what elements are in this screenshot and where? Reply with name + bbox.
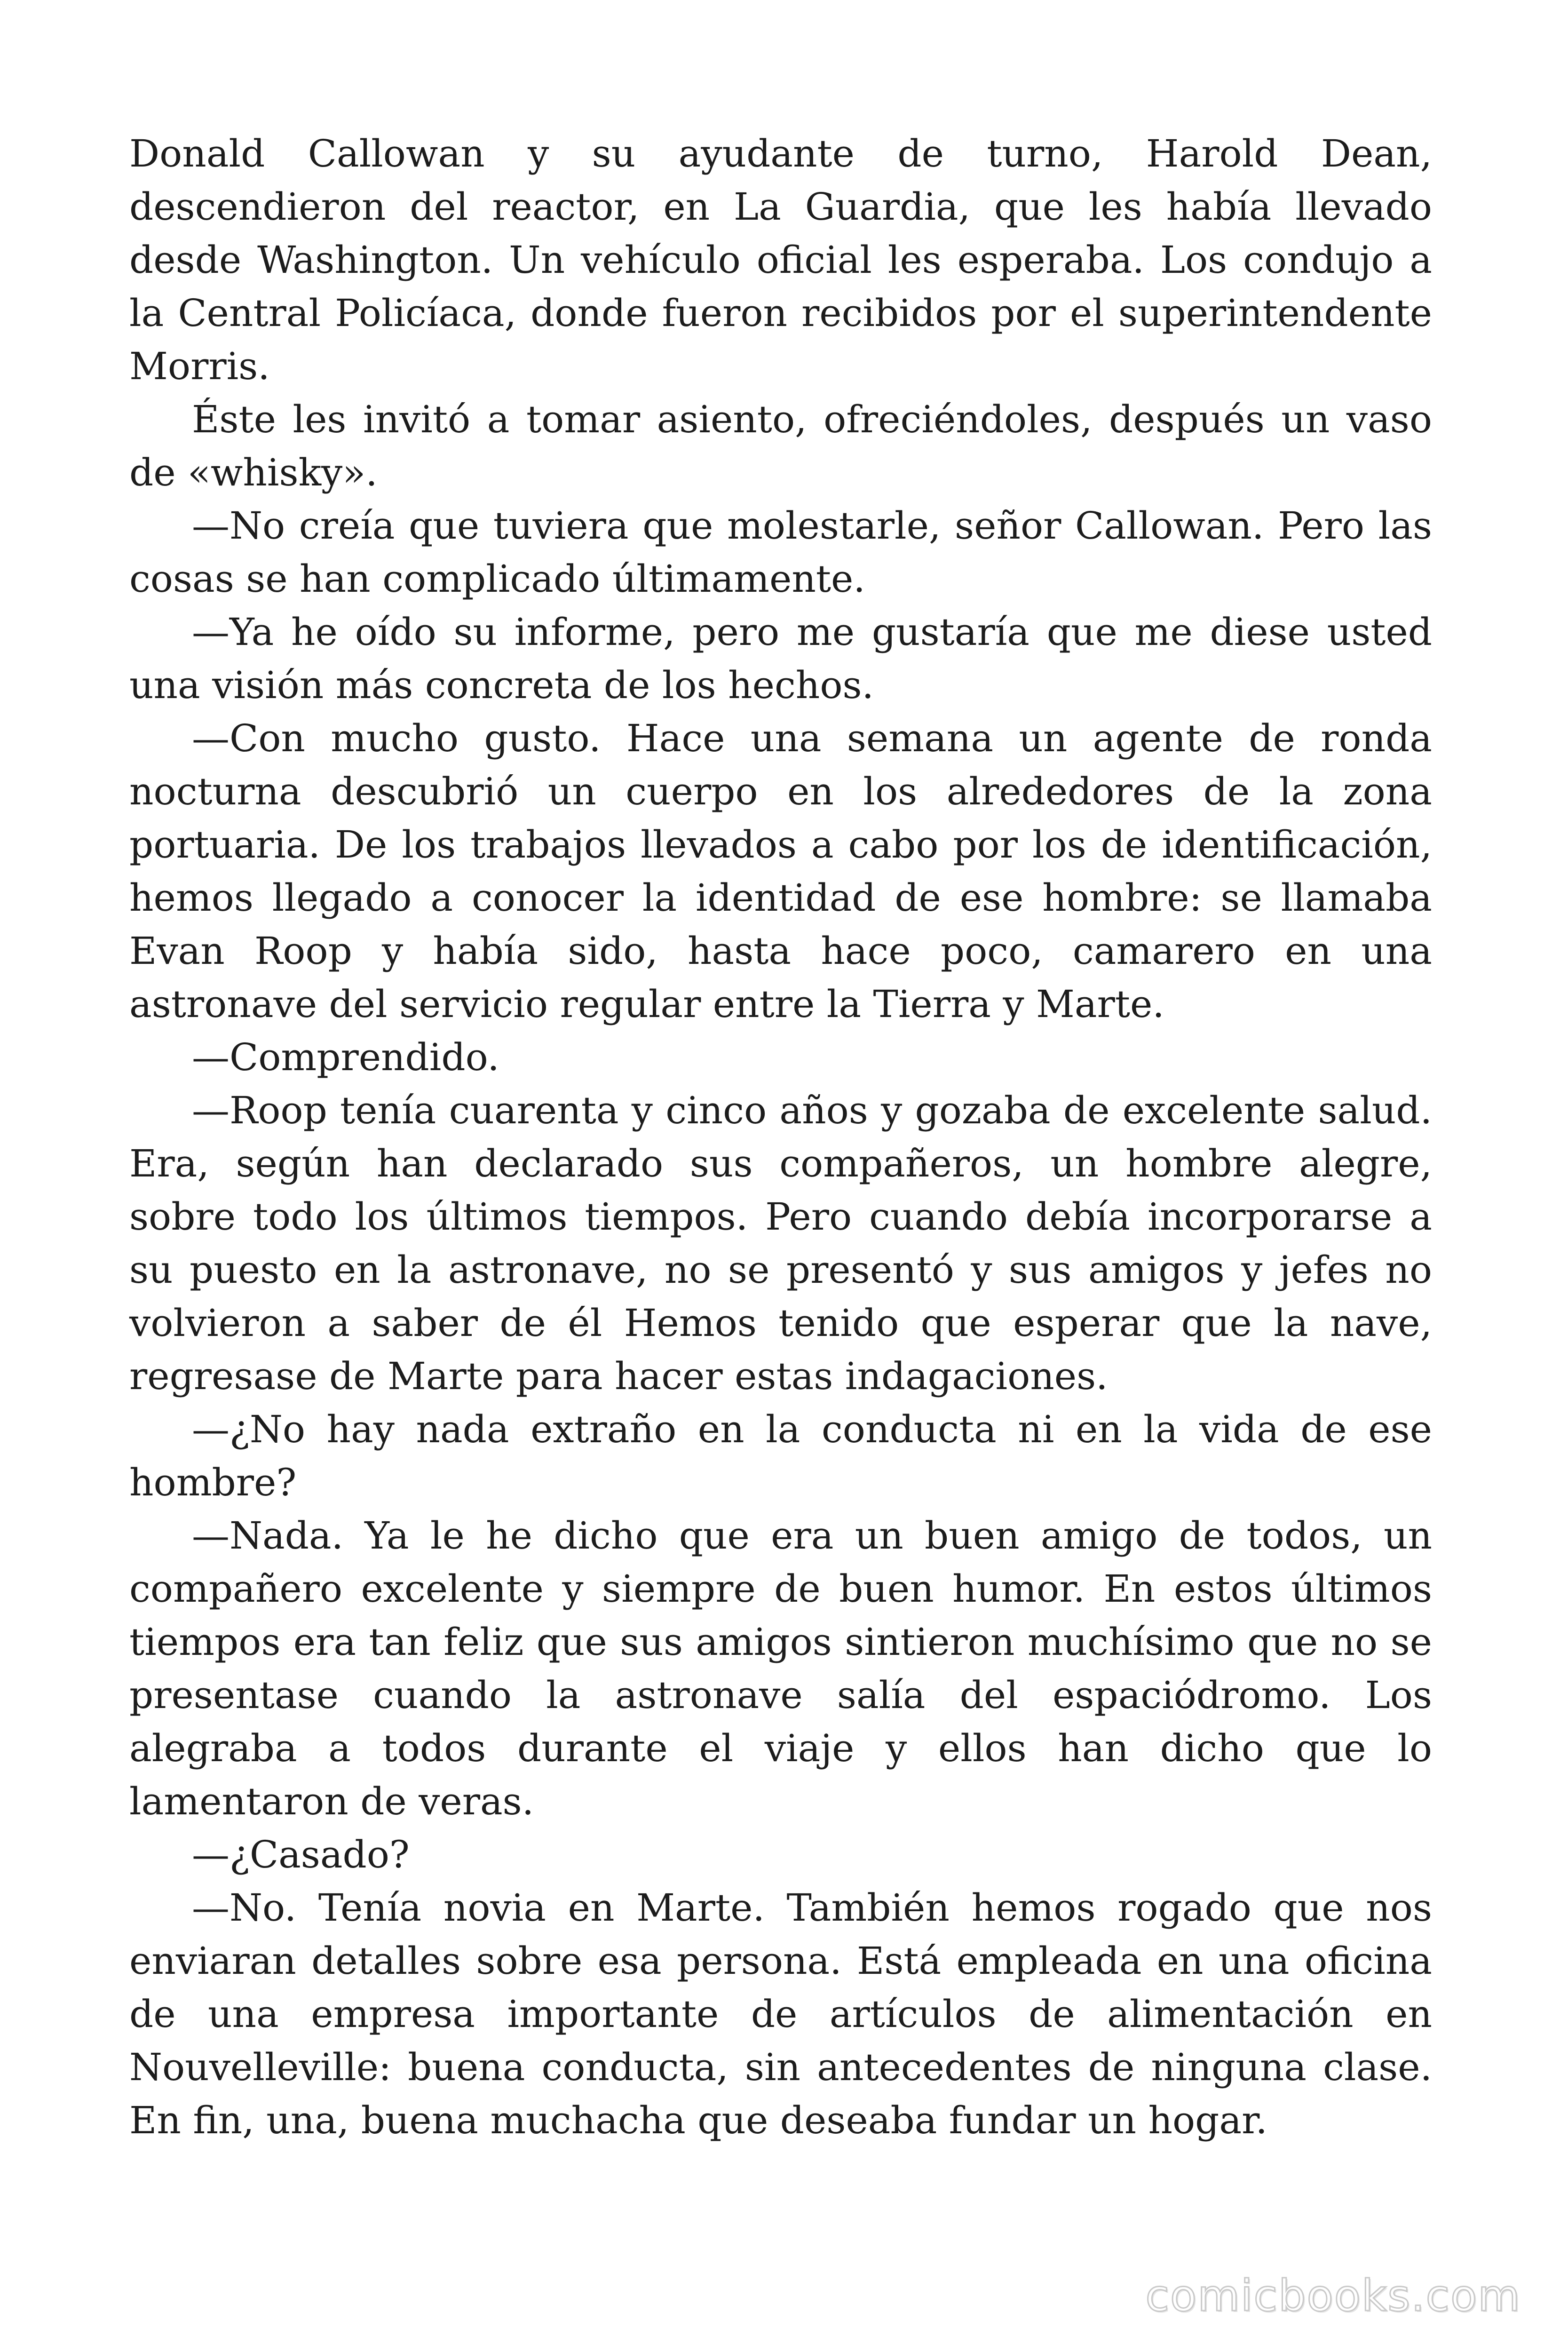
- paragraph: —Roop tenía cuarenta y cinco años y gozaba de excelente salud. Era, según han declarado sus compañeros, un hombre alegre, sobre todo los últimos tiempos. Pero cuando debía incorporarse a su puesto en la astronave, no se presentó y sus amigos y jefes no volvieron a saber de él Hemos tenido que esperar que la nave, regresase de Marte para hacer estas indagaciones.: [129, 1089, 1432, 1398]
- paragraph: —¿Casado?: [192, 1833, 410, 1876]
- paragraph: —No. Tenía novia en Marte. También hemos rogado que nos enviaran detalles sobre esa persona. Está empleada en una oficina de una empresa importante de artículos de alimentación en Nouvelleville: buena conducta, sin antecedentes de ninguna clase. En fin, una, buena muchacha que deseaba fundar un hogar.: [129, 1886, 1432, 2142]
- watermark: comicbooks.com: [1145, 2271, 1521, 2321]
- paragraph: —¿No hay nada extraño en la conducta ni en la vida de ese hombre?: [129, 1407, 1432, 1504]
- paragraph: —Con mucho gusto. Hace una semana un agente de ronda nocturna descubrió un cuerpo en los alrededores de la zona portuaria. De los trabajos llevados a cabo por los de identificación, hemos llegado a conocer la identidad de ese hombre: se llamaba Evan Roop y había sido, hasta hace poco, camarero en una astronave del servicio regular entre la Tierra y Marte.: [129, 716, 1432, 1026]
- paragraph: —No creía que tuviera que molestarle, señor Callowan. Pero las cosas se han complicado últimamente.: [129, 504, 1432, 601]
- paragraph: —Ya he oído su informe, pero me gustaría que me diese usted una visión más concreta de los hechos.: [129, 610, 1432, 707]
- paragraph: Donald Callowan y su ayudante de turno, Harold Dean, descendieron del reactor, en La Guardia, que les había llevado desde Washington. Un vehículo oficial les esperaba. Los condujo a la Central Policíaca, donde fueron recibidos por el superintendente Morris.: [129, 132, 1432, 388]
- body-text: [129, 127, 1432, 2147]
- paragraph: Éste les invitó a tomar asiento, ofreciéndoles, después un vaso de «whisky».: [129, 397, 1432, 494]
- paragraph: —Nada. Ya le he dicho que era un buen amigo de todos, un compañero excelente y siempre de buen humor. En estos últimos tiempos era tan feliz que sus amigos sintieron muchísimo que no se presentase cuando la astronave salía del espaciódromo. Los alegraba a todos durante el viaje y ellos han dicho que lo lamentaron de veras.: [129, 1514, 1432, 1823]
- paragraph: —Comprendido.: [192, 1035, 499, 1079]
